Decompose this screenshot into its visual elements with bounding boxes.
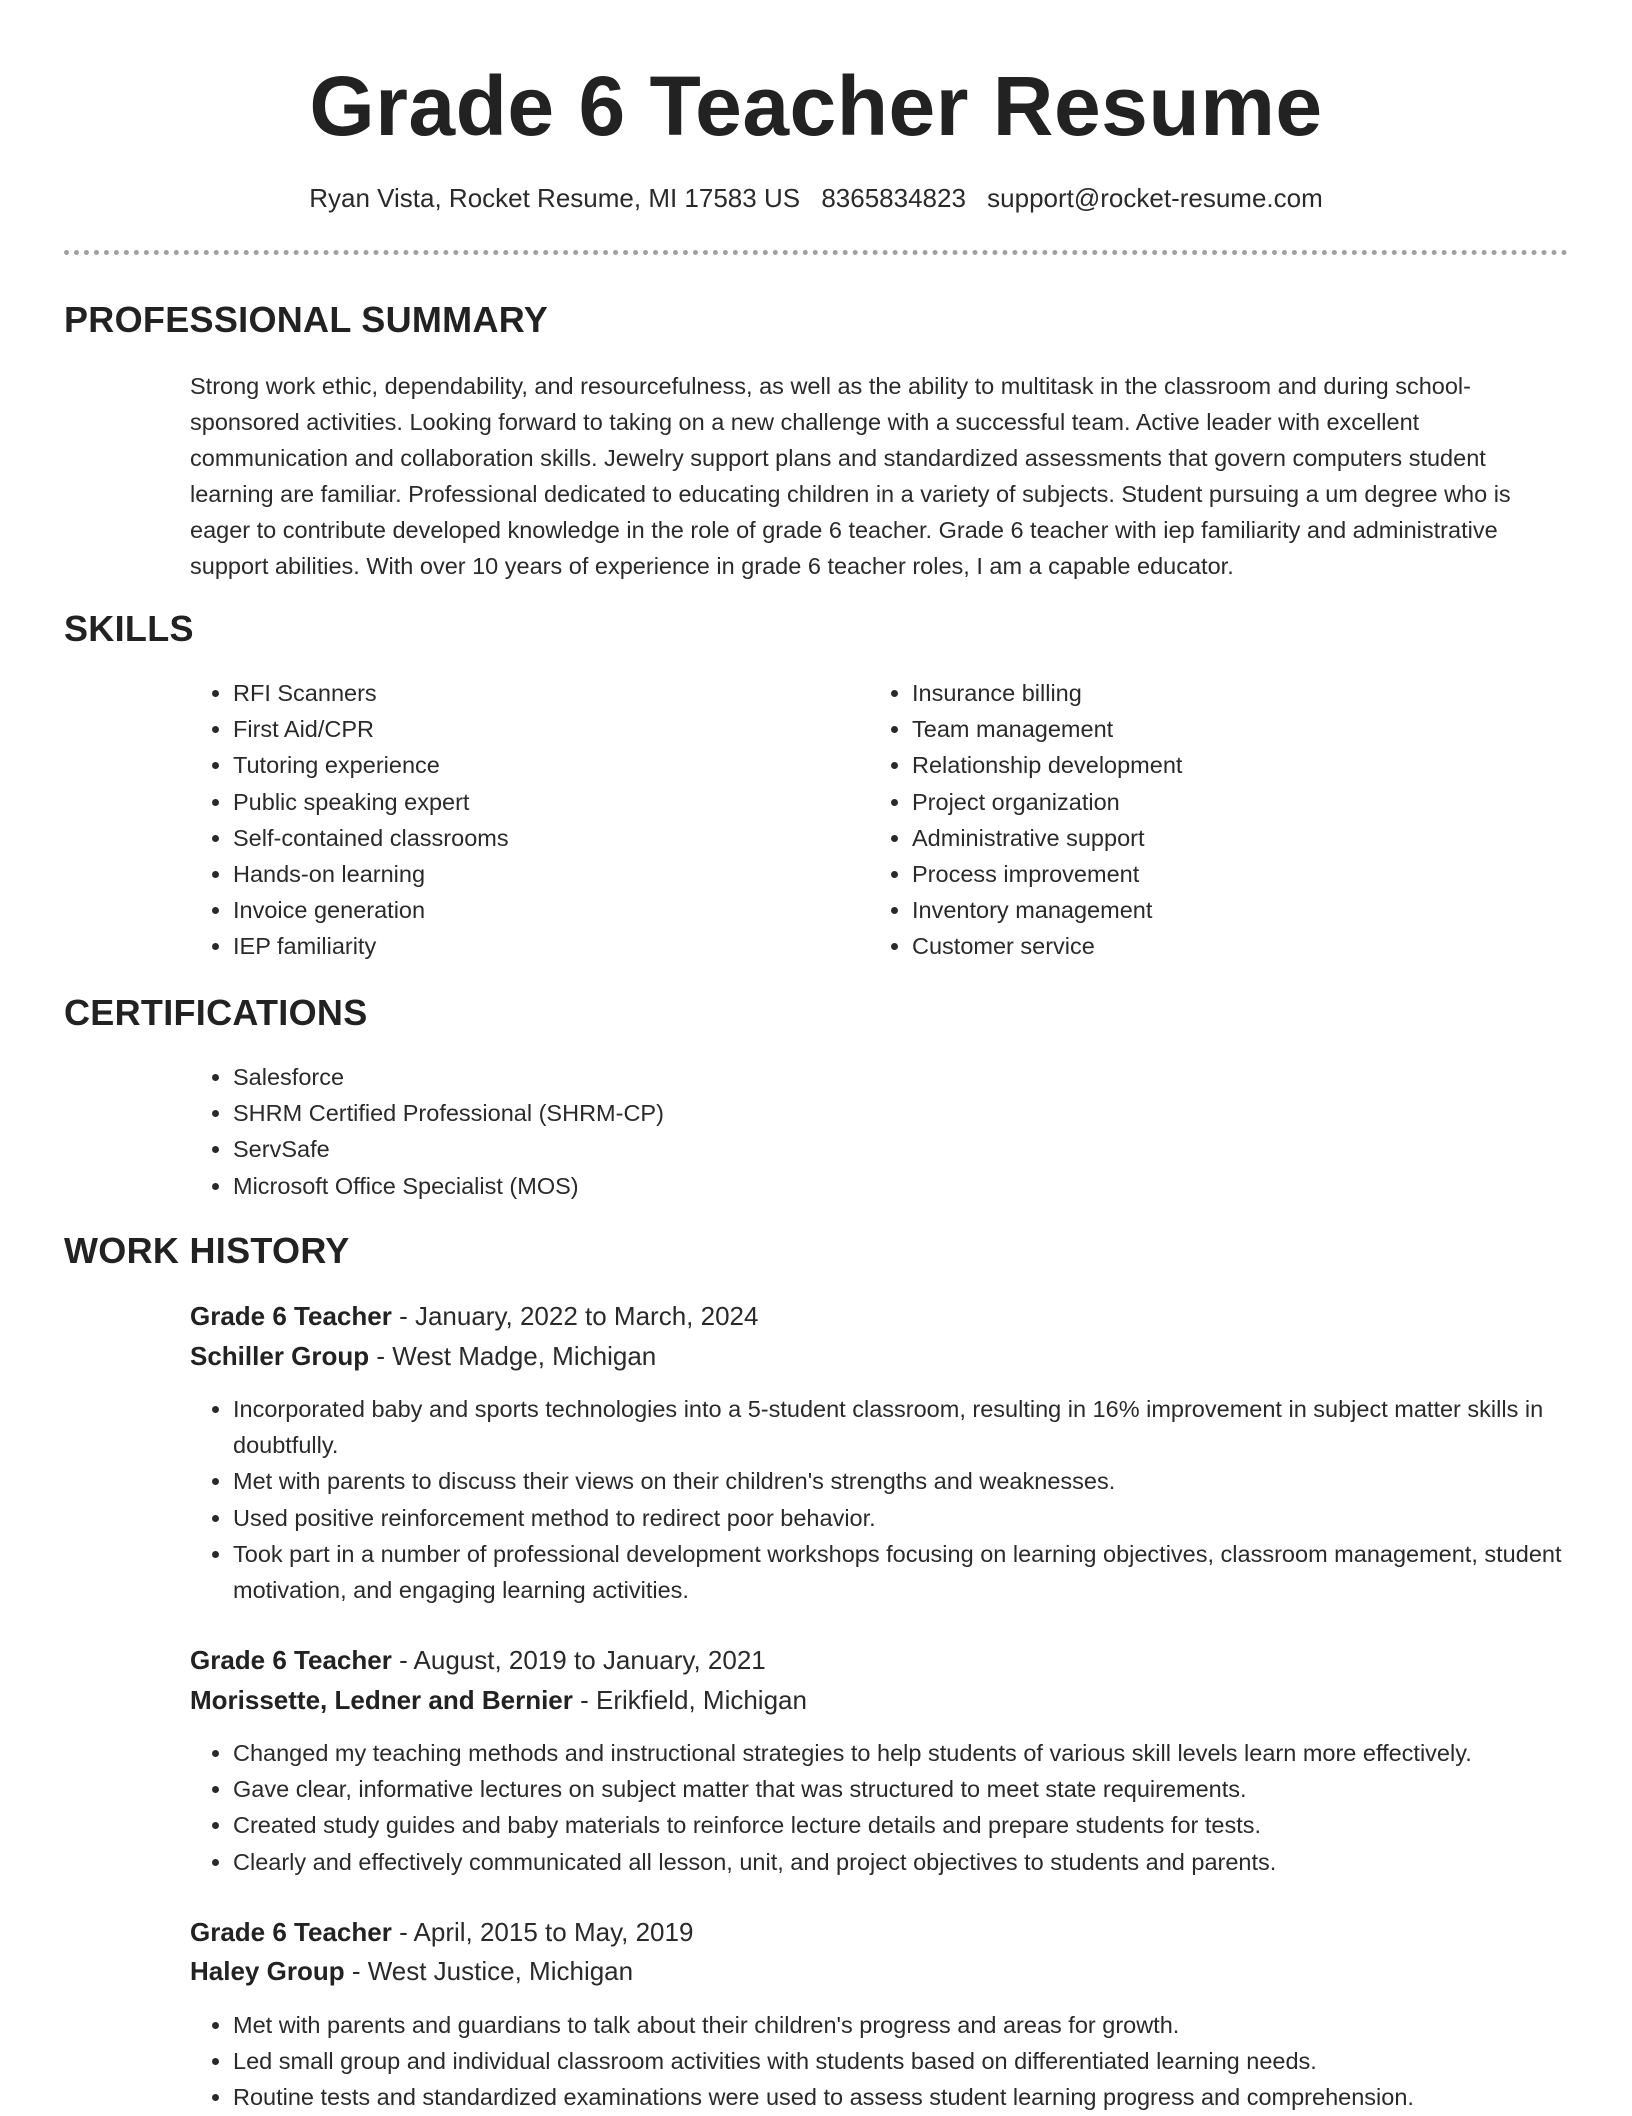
job-company-line xyxy=(190,1338,656,1374)
job-company-line xyxy=(190,1682,807,1718)
job-location: - West Justice, Michigan xyxy=(344,1956,634,1986)
job-title: Grade 6 Teacher xyxy=(190,1301,392,1331)
list-item: • Administrative support xyxy=(912,820,1512,856)
list-item: • ServSafe xyxy=(233,1131,1133,1167)
job-bullets xyxy=(190,2007,1613,2116)
job-bullets xyxy=(190,1735,1613,1880)
summary-text: Strong work ethic, dependability, and resourcefulness, as well as the ability to multitask in the classroom and during school-sponsored activities. Looking forward to taking on a new challenge with a successful team. Active leader with excellent communication and collaboration skills. Jewelry support plans and standardized assessments that govern computers student learning are familiar. Professional dedicated to educating children in a variety of subjects. Student pursuing a um degree who is eager to contribute developed knowledge in the role of grade 6 teacher. Grade 6 teacher with iep familiarity and administrative support abilities. With over 10 years of experience in grade 6 teacher roles, I am a capable educator. xyxy=(190,373,1511,579)
list-item: • Invoice generation xyxy=(233,892,833,928)
list-item: • Relationship development xyxy=(912,747,1512,783)
skills-list-right xyxy=(869,675,1512,965)
list-item: • Self-contained classrooms xyxy=(233,820,833,856)
list-item: • Process improvement xyxy=(912,856,1512,892)
list-item: • Insurance billing xyxy=(912,675,1512,711)
job-title-line xyxy=(190,1642,766,1678)
summary-heading: PROFESSIONAL SUMMARY xyxy=(64,299,549,340)
list-item: • Gave clear, informative lectures on subject matter that was structured to meet state requirements. xyxy=(233,1771,1613,1807)
job-dates: - August, 2019 to January, 2021 xyxy=(391,1645,766,1675)
certifications-heading: CERTIFICATIONS xyxy=(64,992,368,1033)
job-location: - Erikfield, Michigan xyxy=(572,1685,807,1715)
list-item: • Salesforce xyxy=(233,1059,1133,1095)
job-company: Morissette, Ledner and Bernier xyxy=(190,1685,573,1715)
job-dates: - April, 2015 to May, 2019 xyxy=(391,1917,694,1947)
list-item: • First Aid/CPR xyxy=(233,711,833,747)
skills-list-left xyxy=(190,675,833,965)
job-title-line xyxy=(190,1914,693,1950)
list-item: • Clearly and effectively communicated all lesson, unit, and project objectives to students and parents. xyxy=(233,1844,1613,1880)
job-location: - West Madge, Michigan xyxy=(369,1341,657,1371)
list-item: • Met with parents to discuss their views on their children's strengths and weaknesses. xyxy=(233,1463,1613,1499)
header-divider xyxy=(64,250,1568,255)
certifications-list xyxy=(190,1059,1133,1204)
list-item: • Led small group and individual classroom activities with students based on differentiated learning needs. xyxy=(233,2043,1613,2079)
work-history-heading: WORK HISTORY xyxy=(64,1230,350,1271)
list-item: • SHRM Certified Professional (SHRM-CP) xyxy=(233,1095,1133,1131)
job-title: Grade 6 Teacher xyxy=(190,1917,392,1947)
job-company-line xyxy=(190,1953,633,1989)
list-item: • Team management xyxy=(912,711,1512,747)
job-company: Haley Group xyxy=(190,1956,345,1986)
job-title-line xyxy=(190,1298,758,1334)
contact-email: support@rocket-resume.com xyxy=(987,183,1323,213)
contact-address: Ryan Vista, Rocket Resume, MI 17583 US xyxy=(309,183,801,213)
list-item: • Inventory management xyxy=(912,892,1512,928)
list-item: • Project organization xyxy=(912,784,1512,820)
list-item: • Used positive reinforcement method to redirect poor behavior. xyxy=(233,1500,1613,1536)
list-item: • Tutoring experience xyxy=(233,747,833,783)
list-item: • Customer service xyxy=(912,928,1512,964)
resume-title: Grade 6 Teacher Resume xyxy=(309,59,1323,153)
list-item: • Created study guides and baby materials to reinforce lecture details and prepare students for tests. xyxy=(233,1807,1613,1843)
job-dates: - January, 2022 to March, 2024 xyxy=(391,1301,759,1331)
list-item: • Met with parents and guardians to talk about their children's progress and areas for growth. xyxy=(233,2007,1613,2043)
job-company: Schiller Group xyxy=(190,1341,370,1371)
list-item: • Took part in a number of professional development workshops focusing on learning objectives, classroom management, student motivation, and engaging learning activities. xyxy=(233,1536,1613,1608)
contact-phone: 8365834823 xyxy=(821,183,966,213)
list-item: • Incorporated baby and sports technologies into a 5-student classroom, resulting in 16% improvement in subject matter skills in doubtfully. xyxy=(233,1391,1613,1463)
job-bullets xyxy=(190,1391,1613,1608)
list-item: • RFI Scanners xyxy=(233,675,833,711)
list-item: • IEP familiarity xyxy=(233,928,833,964)
list-item: • Changed my teaching methods and instructional strategies to help students of various skill levels learn more effectively. xyxy=(233,1735,1613,1771)
skills-heading: SKILLS xyxy=(64,608,194,649)
job-title: Grade 6 Teacher xyxy=(190,1645,392,1675)
list-item: • Microsoft Office Specialist (MOS) xyxy=(233,1168,1133,1204)
list-item: • Routine tests and standardized examinations were used to assess student learning progress and comprehension. xyxy=(233,2079,1613,2115)
contact-line xyxy=(0,181,1632,215)
list-item: • Hands-on learning xyxy=(233,856,833,892)
list-item: • Public speaking expert xyxy=(233,784,833,820)
